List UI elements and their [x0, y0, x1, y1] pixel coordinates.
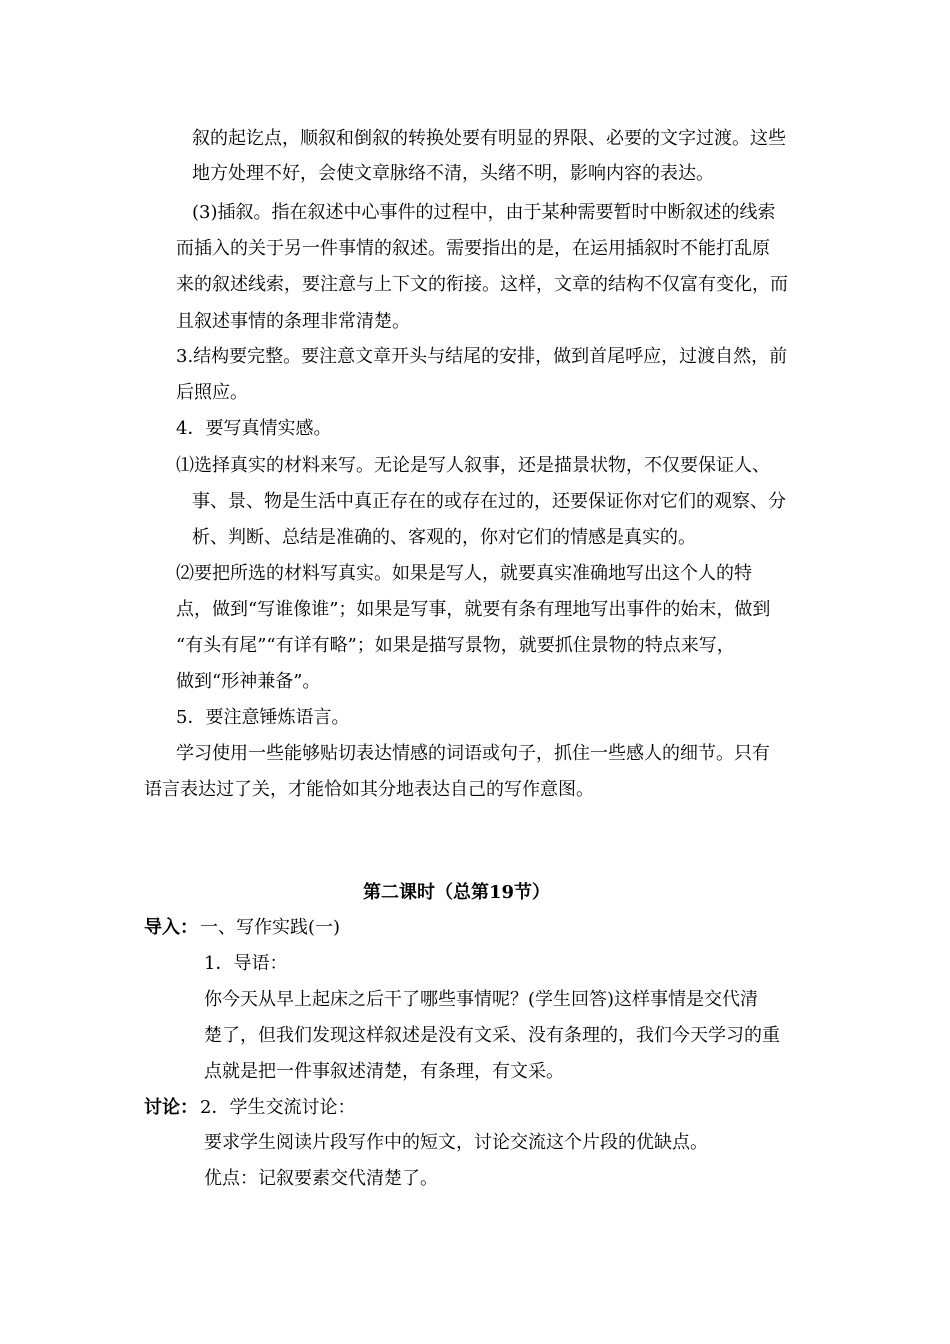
text-line: 3.结构要完整。要注意文章开头与结尾的安排，做到首尾呼应，过渡自然，前 [176, 346, 788, 367]
guide-line: 你今天从早上起床之后干了哪些事情呢？(学生回答)这样事情是交代清 [204, 989, 759, 1010]
guide-title: 1．导语： [204, 953, 288, 974]
guide-line: 楚了，但我们发现这样叙述是没有文采、没有条理的，我们今天学习的重 [204, 1025, 780, 1046]
text-line: 做到“形神兼备”。 [176, 671, 321, 692]
intro-label: 导入： [144, 917, 198, 938]
text-line: 来的叙述线索，要注意与上下文的衔接。这样，文章的结构不仅富有变化，而 [176, 274, 788, 295]
text-line: ⑵要把所选的材料写真实。如果是写人，就要真实准确地写出这个人的特 [176, 563, 752, 584]
discuss-line: 要求学生阅读片段写作中的短文，讨论交流这个片段的优缺点。 [204, 1132, 708, 1153]
lesson-heading: 第二课时（总第19节） [363, 882, 551, 903]
discuss-label: 讨论： [144, 1097, 198, 1118]
text-line: 地方处理不好，会使文章脉络不清，头绪不明，影响内容的表达。 [192, 163, 714, 184]
text-line: 析、判断、总结是准确的、客观的，你对它们的情感是真实的。 [192, 527, 696, 548]
text-line: “有头有尾”“有详有略”；如果是描写景物，就要抓住景物的特点来写， [176, 635, 735, 656]
intro-text: 一、写作实践(一) [200, 917, 341, 938]
text-line: ⑴选择真实的材料来写。无论是写人叙事，还是描景状物，不仅要保证人、 [176, 455, 770, 476]
text-line: 语言表达过了关，才能恰如其分地表达自己的写作意图。 [144, 779, 594, 800]
text-line: (3)插叙。指在叙述中心事件的过程中，由于某种需要暂时中断叙述的线索 [192, 202, 776, 223]
discuss-line: 优点：记叙要素交代清楚了。 [204, 1168, 438, 1189]
text-line: 事、景、物是生活中真正存在的或存在过的，还要保证你对它们的观察、分 [192, 491, 786, 512]
text-line: 4．要写真情实感。 [176, 418, 332, 439]
guide-line: 点就是把一件事叙述清楚，有条理，有文采。 [204, 1061, 564, 1082]
text-line: 点，做到“写谁像谁”；如果是写事，就要有条有理地写出事件的始末，做到 [176, 599, 771, 620]
text-line: 5．要注意锤炼语言。 [176, 707, 350, 728]
text-line: 后照应。 [176, 382, 248, 403]
text-line: 叙的起讫点，顺叙和倒叙的转换处要有明显的界限、必要的文字过渡。这些 [192, 128, 786, 149]
text-line: 学习使用一些能够贴切表达情感的词语或句子，抓住一些感人的细节。只有 [176, 743, 770, 764]
text-line: 且叙述事情的条理非常清楚。 [176, 311, 410, 332]
discuss-text: 2．学生交流讨论： [200, 1097, 356, 1118]
text-line: 而插入的关于另一件事情的叙述。需要指出的是，在运用插叙时不能打乱原 [176, 238, 770, 259]
